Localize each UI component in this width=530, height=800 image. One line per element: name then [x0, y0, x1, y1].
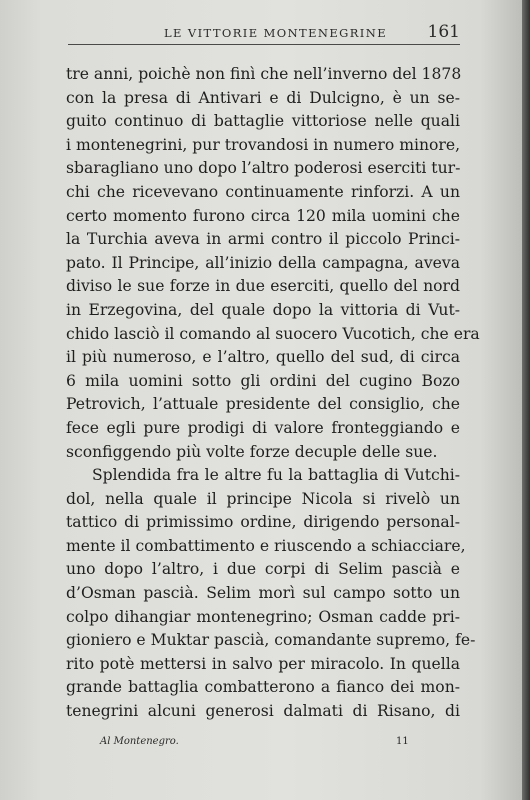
text-line: tenegrini alcuni generosi dalmati di Risano, di [66, 702, 460, 721]
text-line: colpo dihangiar montenegrino; Osman cadde pri- [66, 607, 460, 626]
text-line: pato. Il Principe, all’inizio della campagna, aveva [66, 253, 460, 272]
text-line: dol, nella quale il principe Nicola si rivelò un [66, 489, 460, 508]
text-line: uno dopo l’altro, i due corpi di Selim pascià e [66, 560, 460, 579]
text-line: chido lasciò il comando al suocero Vucotich, che era [66, 324, 480, 343]
text-line: la Turchia aveva in armi contro il piccolo Princi- [66, 230, 460, 249]
text-line: certo momento furono circa 120 mila uomini che [66, 206, 460, 225]
text-line: mente il combattimento e riuscendo a schiacciare, [66, 536, 466, 555]
signature-mark: 11 [396, 736, 409, 747]
text-line: fece egli pure prodigi di valore fronteggiando e [66, 418, 460, 437]
text-line: sconfiggendo più volte forze decuple delle sue. [66, 442, 438, 461]
paragraph-1 [66, 63, 480, 464]
running-head [68, 22, 460, 45]
text-line: i montenegrini, pur trovandosi in numero minore, [66, 135, 461, 154]
text-line: chi che ricevevano continuamente rinforzi. A un [66, 182, 460, 201]
text-line: in Erzegovina, del quale dopo la vittoria di Vut- [66, 300, 460, 319]
text-line: Petrovich, l’attuale presidente del consiglio, che [66, 395, 460, 414]
text-line: guito continuo di battaglie vittoriose nelle quali [66, 112, 460, 131]
running-title: LE VITTORIE MONTENEGRINE [164, 26, 388, 40]
text-line: tattico di primissimo ordine, dirigendo personal- [66, 513, 460, 532]
page-edge-shadow [522, 0, 530, 800]
paragraph-2 [66, 464, 476, 724]
text-line: diviso le sue forze in due eserciti, quello del nord [66, 277, 460, 296]
signature-label: Al Montenegro. [100, 736, 179, 747]
text-line: gioniero e Muktar pascià, comandante supremo, fe- [66, 631, 476, 650]
text-line: grande battaglia combatterono a fianco dei mon- [66, 678, 460, 697]
text-line: tre anni, poichè non finì che nell’inverno del 1878 [66, 65, 462, 83]
body-text [66, 63, 480, 724]
text-line: Splendida fra le altre fu la battaglia di Vutchi- [92, 466, 460, 485]
text-line: rito potè mettersi in salvo per miracolo. In quella [66, 654, 460, 673]
text-line: 6 mila uomini sotto gli ordini del cugino Bozo [66, 371, 460, 390]
text-line: d’Osman pascià. Selim morì sul campo sotto un [66, 584, 460, 603]
text-line: il più numeroso, e l’altro, quello del sud, di circa [66, 348, 460, 367]
text-line: sbaragliano uno dopo l’altro poderosi eserciti tur- [66, 159, 461, 178]
page-footer [100, 736, 420, 752]
page-number: 161 [427, 22, 460, 42]
text-line: con la presa di Antivari e di Dulcigno, è un se- [66, 88, 460, 107]
